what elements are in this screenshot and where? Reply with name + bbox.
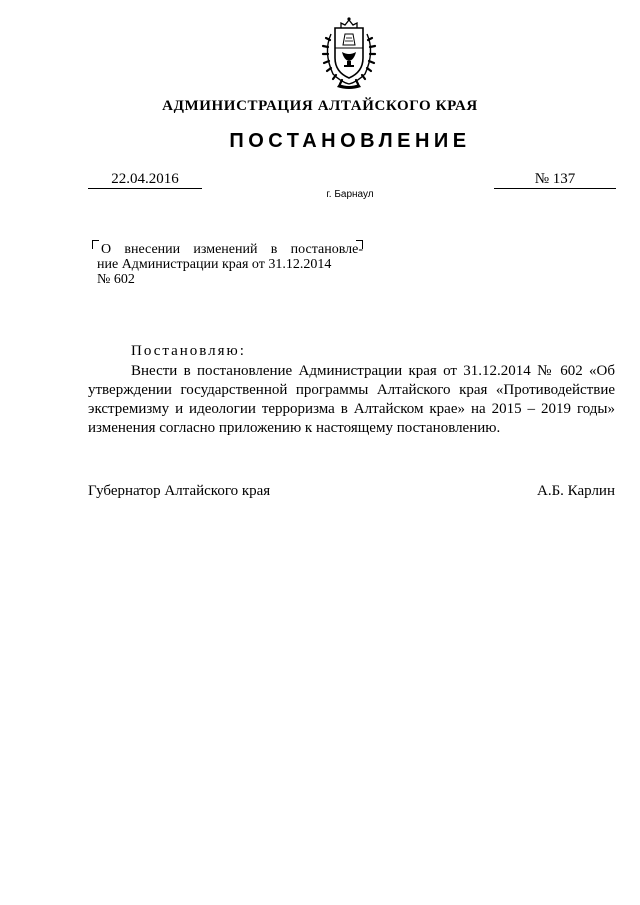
signer-name: А.Б. Карлин <box>536 483 615 499</box>
coat-of-arms-icon <box>313 14 385 90</box>
city: г. Барнаул <box>326 189 374 200</box>
decree-word: Постановляю: <box>131 343 246 359</box>
organization-name: АДМИНИСТРАЦИЯ АЛТАЙСКОГО КРАЯ <box>162 98 478 114</box>
document-number: № 137 <box>494 170 616 189</box>
subject-line-2: ние Администрации края от 31.12.2014 <box>97 257 332 272</box>
document-type: ПОСТАНОВЛЕНИЕ <box>229 130 471 152</box>
subject-line-1: О внесении изменений в постановле- <box>101 242 363 257</box>
body-paragraph: Внести в постановление Администрации края от 31.12.2014 № 602 «Об утверждении государственной программы Алтайского края «Противодействие экстремизму и идеологии терроризма в Алтайском крае» на 2015 – 2019 годы» изменения согласно приложению к настоящему постановлению. <box>88 363 615 436</box>
subject-line-3: № 602 <box>97 272 135 287</box>
signer-title: Губернатор Алтайского края <box>88 483 271 499</box>
document-date: 22.04.2016 <box>88 170 202 189</box>
document-subject <box>97 242 367 287</box>
